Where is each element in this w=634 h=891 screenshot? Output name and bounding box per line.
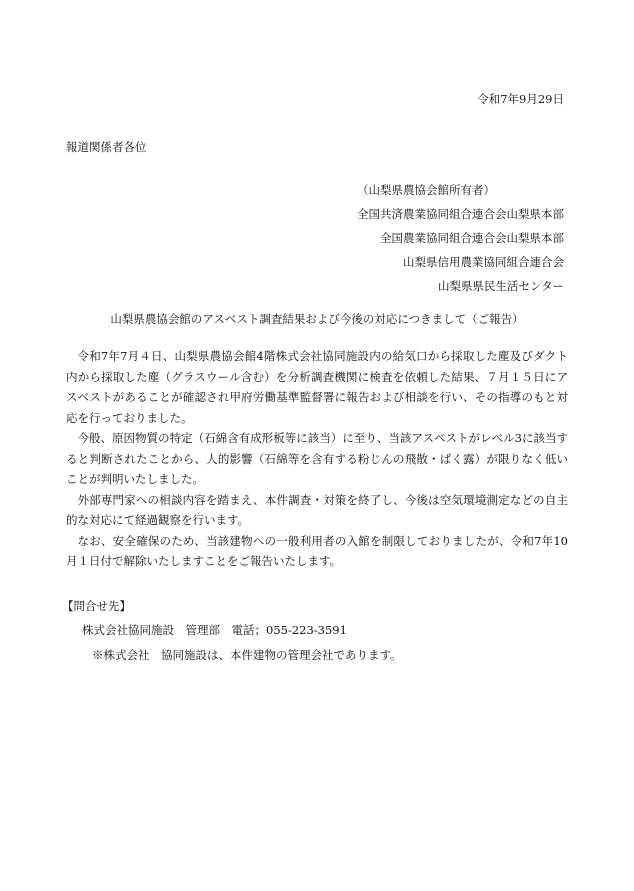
sender-zenkyoren: 全国共済農業協同組合連合会山梨県本部 (357, 207, 564, 221)
body-paragraph: なお、安全確保のため、当該建物への一般利用者の入館を制限しておりましたが、令和7年10月１日付で解除いたしますことをご報告いたします。 (66, 533, 568, 568)
body-paragraph: 外部専門家への相談内容を踏まえ、本件調査・対策を終了し、今後は空気環境測定などの自主的な対応にて経過観察を行います。 (66, 492, 568, 527)
sender-zennoh: 全国農業協同組合連合会山梨県本部 (380, 231, 564, 245)
contact-info: 株式会社協同施設 管理部 電話；055-223-3591 (82, 623, 347, 637)
document-title: 山梨県農協会館のアスベスト調査結果および今後の対応につきまして（ご報告） (110, 312, 524, 326)
contact-heading: 【問合せ先】 (62, 599, 131, 613)
document-body (66, 346, 568, 572)
sender-list (357, 178, 564, 298)
addressee: 報道関係者各位 (66, 140, 147, 154)
document-date: 令和7年9月29日 (477, 92, 564, 106)
sender-owner-note: （山梨県農協会館所有者） (357, 183, 495, 197)
sender-shinren: 山梨県信用農業協同組合連合会 (403, 255, 564, 269)
body-paragraph: 今般、原因物質の特定（石綿含有成形板等に該当）に至り、当該アスベストがレベル3に該当すると判断されたことから、人的影響（石綿等を含有する粉じんの飛散・ばく露）が限りなく低いことが判明いたしました。 (66, 431, 568, 486)
contact-note: ※株式会社 協同施設は、本件建物の管理会社であります。 (92, 648, 402, 662)
body-paragraph: 令和7年7月４日、山梨県農協会館4階株式会社協同施設内の給気口から採取した塵及びダクト内から採取した塵（グラスウール含む）を分析調査機関に検査を依頼した結果、７月１５日にアスベストがあることが確認され甲府労働基準監督署に報告および相談を行い、その指導のもと対応を行っておりました。 (66, 349, 568, 425)
sender-consumer-center: 山梨県県民生活センター (437, 279, 564, 293)
